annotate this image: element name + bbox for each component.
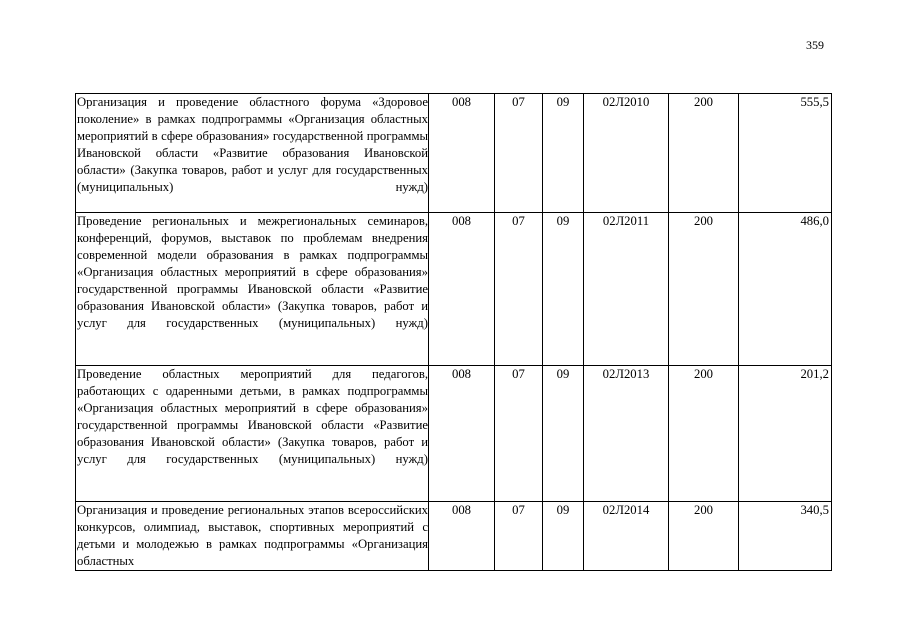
- budget-table: [75, 93, 832, 571]
- amount: 486,0: [739, 213, 832, 366]
- subsection-code: 09: [543, 94, 584, 213]
- target-article-code: 02Л2011: [584, 213, 669, 366]
- ministry-code: 008: [429, 213, 495, 366]
- section-code: 07: [495, 213, 543, 366]
- amount: 340,5: [739, 502, 832, 571]
- section-code: 07: [495, 502, 543, 571]
- section-code: 07: [495, 94, 543, 213]
- row-description: Организация и проведение региональных этапов всероссийских конкурсов, олимпиад, выставок, спортивных мероприятий с детьми и молодежью в рамках подпрограммы «Организация областных: [76, 502, 429, 571]
- amount: 201,2: [739, 366, 832, 502]
- ministry-code: 008: [429, 366, 495, 502]
- expense-type-code: 200: [669, 502, 739, 571]
- table-row: [76, 366, 832, 502]
- ministry-code: 008: [429, 502, 495, 571]
- page-number: 359: [806, 38, 824, 52]
- expense-type-code: 200: [669, 94, 739, 213]
- expense-type-code: 200: [669, 213, 739, 366]
- row-description: Организация и проведение областного форума «Здоровое поколение» в рамках подпрограммы «Организация областных мероприятий в сфере образования» государственной программы Ивановской области «Развитие образования Ивановской области» (Закупка товаров, работ и услуг для государственных (муниципальных) нужд): [76, 94, 429, 213]
- target-article-code: 02Л2014: [584, 502, 669, 571]
- table-row: [76, 213, 832, 366]
- row-description: Проведение региональных и межрегиональных семинаров, конференций, форумов, выставок по проблемам внедрения современной модели образования в рамках подпрограммы «Организация областных мероприятий в сфере образования» государственной программы Ивановской области «Развитие образования Ивановской области» (Закупка товаров, работ и услуг для государственных (муниципальных) нужд): [76, 213, 429, 366]
- table-row: [76, 502, 832, 571]
- expense-type-code: 200: [669, 366, 739, 502]
- section-code: 07: [495, 366, 543, 502]
- subsection-code: 09: [543, 502, 584, 571]
- target-article-code: 02Л2010: [584, 94, 669, 213]
- ministry-code: 008: [429, 94, 495, 213]
- subsection-code: 09: [543, 366, 584, 502]
- target-article-code: 02Л2013: [584, 366, 669, 502]
- table-row: [76, 94, 832, 213]
- subsection-code: 09: [543, 213, 584, 366]
- row-description: Проведение областных мероприятий для педагогов, работающих с одаренными детьми, в рамках подпрограммы «Организация областных мероприятий в сфере образования» государственной программы Ивановской области «Развитие образования Ивановской области» (Закупка товаров, работ и услуг для государственных (муниципальных) нужд): [76, 366, 429, 502]
- amount: 555,5: [739, 94, 832, 213]
